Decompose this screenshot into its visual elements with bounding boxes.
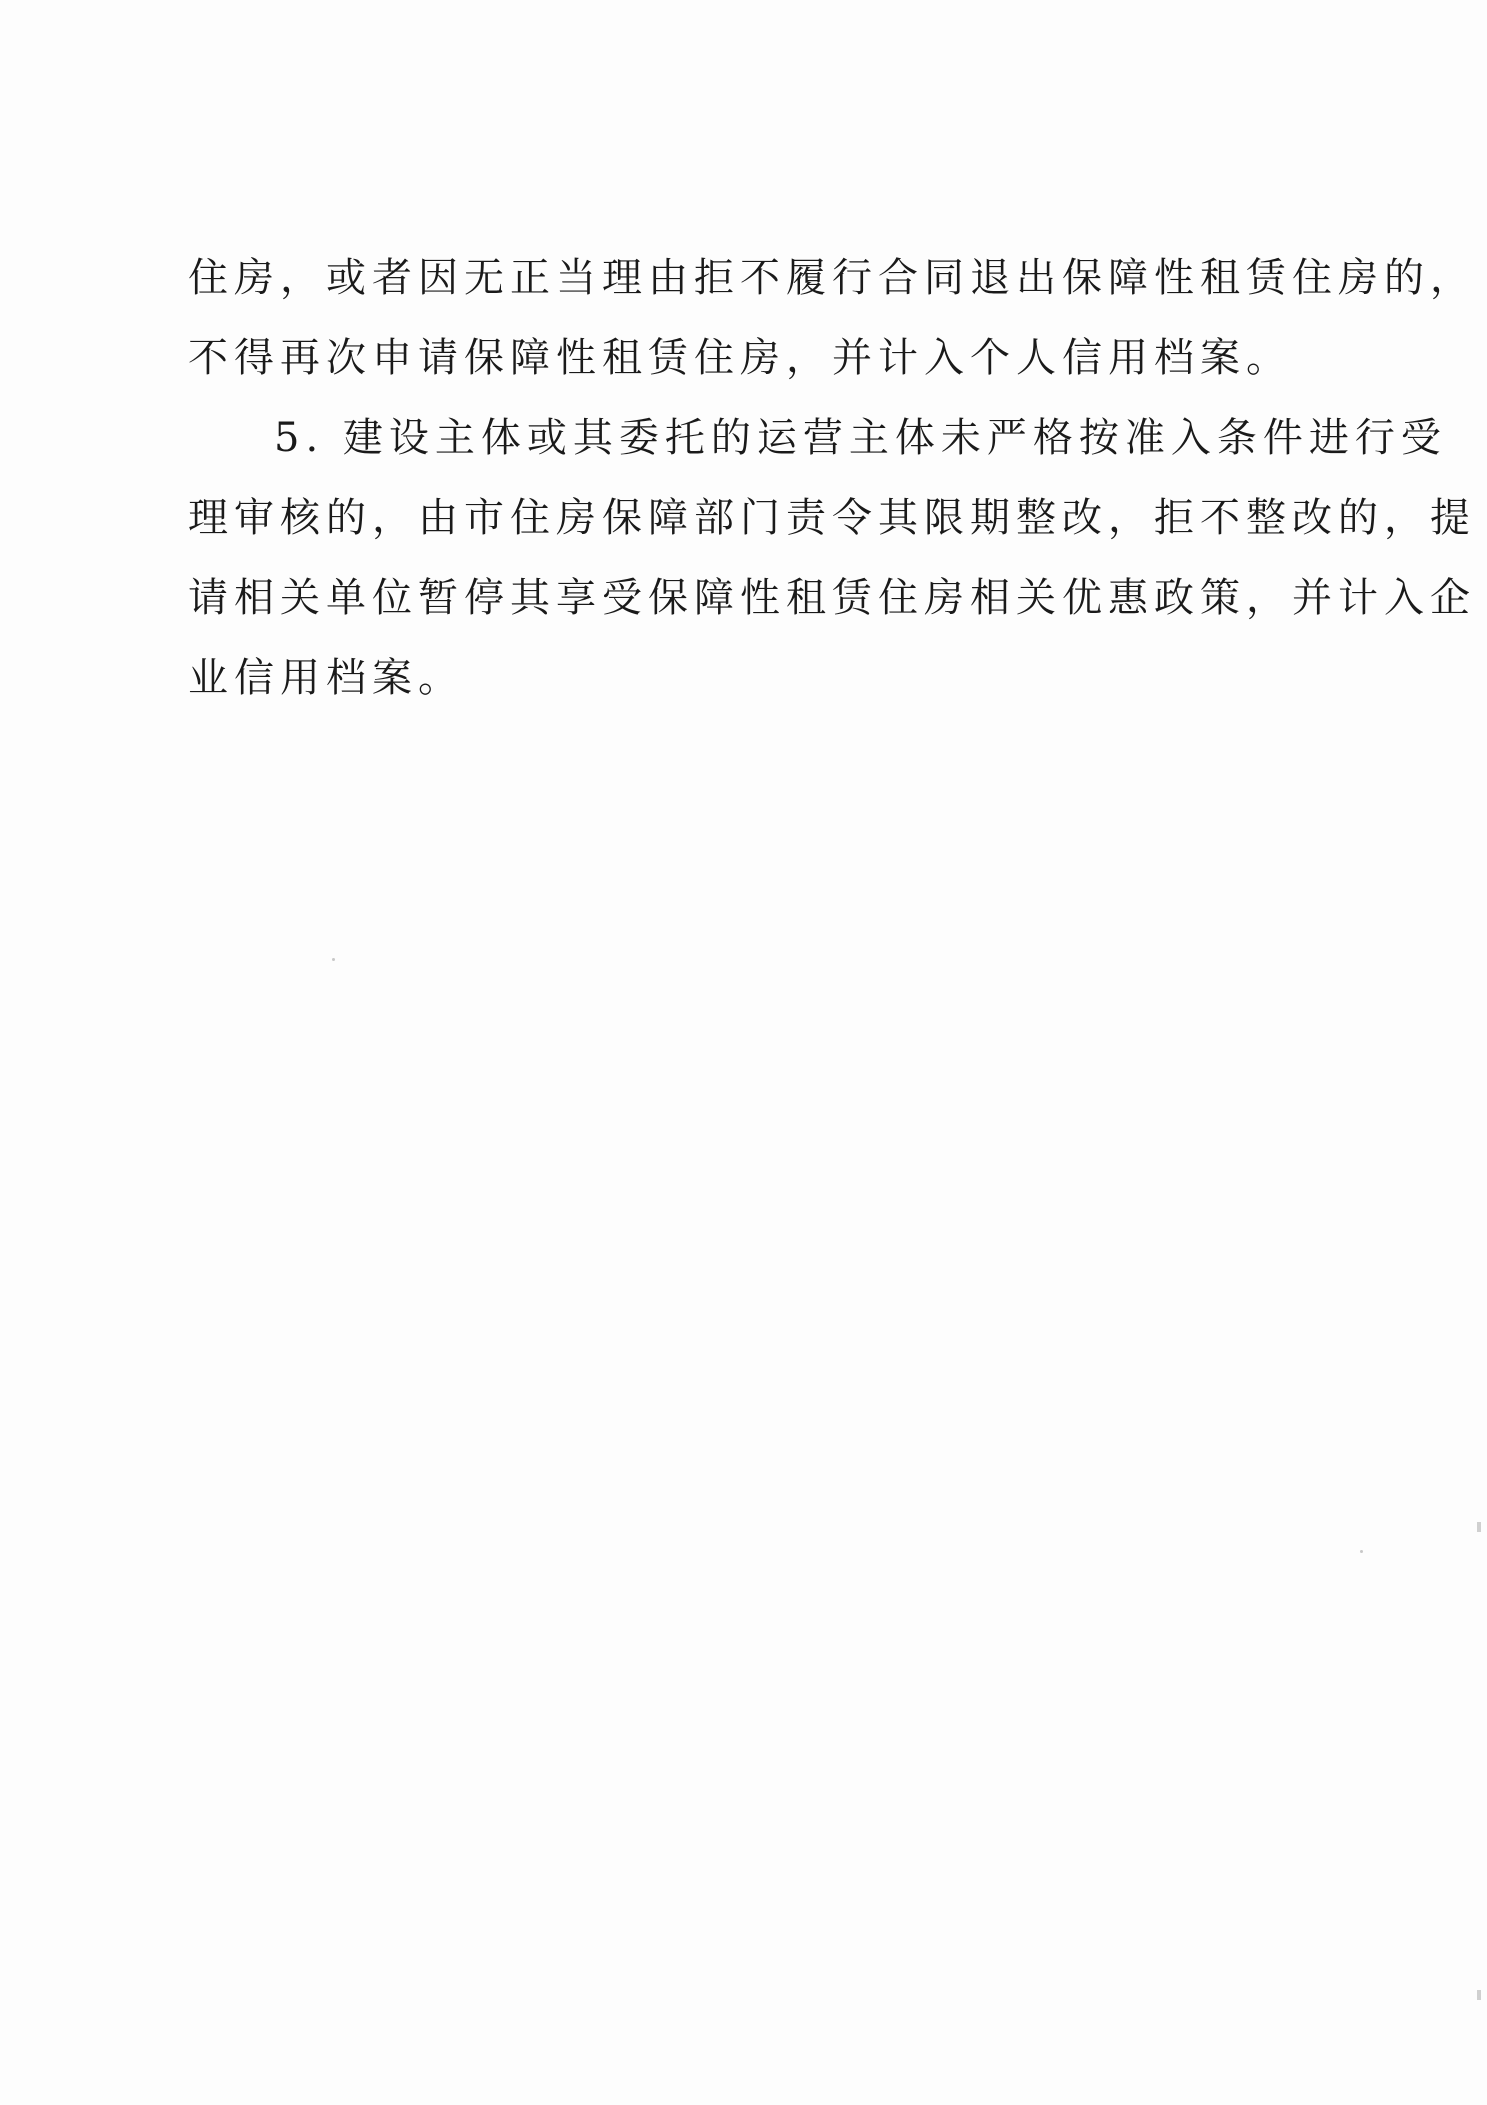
scan-edge-mark [1477, 1990, 1481, 2000]
text-line: 理审核的，由市住房保障部门责令其限期整改，拒不整改的，提 [188, 495, 1476, 541]
text-line: 业信用档案。 [188, 655, 464, 701]
text-line: 请相关单位暂停其享受保障性租赁住房相关优惠政策，并计入企 [188, 575, 1476, 621]
scan-speck [1360, 1550, 1363, 1553]
text-line: 不得再次申请保障性租赁住房，并计入个人信用档案。 [188, 335, 1292, 381]
body-text [188, 238, 1476, 718]
scan-speck [332, 958, 335, 961]
text-line: 住房，或者因无正当理由拒不履行合同退出保障性租赁住房的， [188, 255, 1476, 301]
scan-edge-mark [1477, 1522, 1481, 1532]
paragraph-5-first-line: 5. 建设主体或其委托的运营主体未严格按准入条件进行受 [274, 415, 1447, 461]
